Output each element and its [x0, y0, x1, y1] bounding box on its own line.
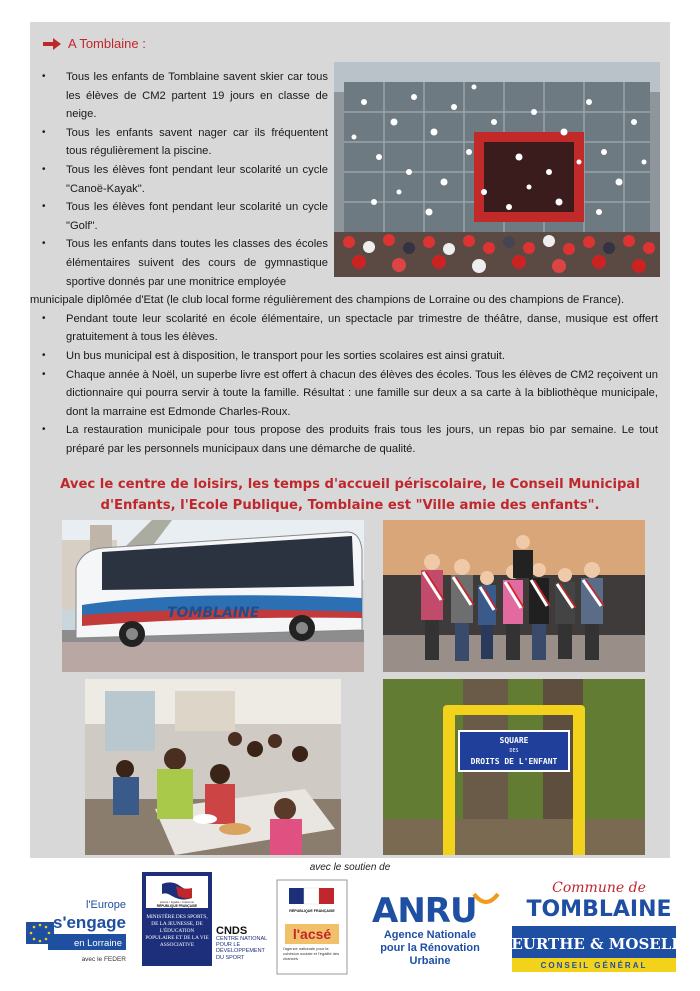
anru-name: ANRU	[372, 891, 477, 931]
photo-school-canteen	[85, 679, 341, 855]
list-item: • Chaque année à Noël, un superbe livre est offert à chacun des élèves des écoles. Tous les élèves de CM2 reçoivent un dictionnaire qui pourra servir à toute la famille. Résultat : une famille sur deux a sa carte à la bibliothèque municipale, dont la marraine est Edmonde Charles-Roux.	[30, 366, 658, 422]
content-panel	[30, 22, 670, 858]
section-heading	[42, 36, 146, 51]
europe-line: en Lorraine	[73, 938, 122, 949]
republique-francaise: RÉPUBLIQUE FRANÇAISE	[289, 909, 335, 913]
tagline	[30, 474, 670, 516]
acse-name: l'acsé	[292, 926, 332, 942]
tagline-line: Avec le centre de loisirs, les temps d'accueil périscolaire, le Conseil Municipal	[60, 477, 640, 492]
photo-children-council	[383, 520, 645, 672]
anru-line: pour la Rénovation	[380, 942, 480, 954]
bus-lettering: TOMBLAINE	[167, 605, 260, 621]
arrow-right-icon	[42, 37, 62, 51]
logo-acse	[277, 880, 347, 974]
photo-square-sign	[383, 679, 645, 855]
list-item	[30, 235, 658, 309]
tagline-line: d'Enfants, l'Ecole Publique, Tomblaine est "Ville amie des enfants".	[100, 498, 600, 513]
list-item-part: • Tous les enfants dans toutes les classes des écoles élémentaires suivent des cours de gymnastique sportive donnés par une monitrice employée	[66, 238, 328, 288]
section-heading-text: A Tomblaine :	[68, 36, 146, 51]
acse-desc: l'agence nationale pour la cohésion sociale et l'égalité des chances	[283, 946, 340, 961]
list-item: • Tous les élèves font pendant leur scolarité un cycle "Canoë-Kayak".	[30, 161, 328, 198]
list-item-part: municipale diplômée d'Etat (le club local forme régulièrement des champions de Lorraine ou des champions de France).	[30, 294, 625, 307]
republique-francaise: RÉPUBLIQUE FRANÇAISE	[156, 904, 198, 908]
sign-line: SQUARE	[499, 736, 529, 745]
support-text: avec le soutien de	[309, 862, 391, 873]
logo-commune-tomblaine	[524, 872, 674, 922]
anru-line: Urbaine	[409, 955, 451, 967]
cnds-full: CENTRE NATIONAL POUR LE DÉVELOPPEMENT DU SPORT	[216, 936, 268, 961]
logo-meurthe-moselle	[494, 926, 694, 972]
list-item: • Tous les élèves font pendant leur scolarité un cycle "Golf".	[30, 198, 328, 235]
ministry-name: MINISTÈRE DES SPORTS, DE LA JEUNESSE, DE L'ÉDUCATION POPULAIRE ET DE LA VIE ASSOCIATIVE	[145, 914, 209, 948]
europe-line: avec le FEDER	[81, 956, 126, 963]
sign-line: DES	[509, 748, 519, 754]
sign-line: DROITS DE L'ENFANT	[470, 757, 558, 766]
logo-europe-feder	[26, 894, 130, 968]
anru-line: Agence Nationale	[383, 929, 477, 941]
logo-anru	[358, 886, 508, 968]
list-item: • Pendant toute leur scolarité en école élémentaire, un spectacle par trimestre de théâtre, danse, musique est offert gratuitement à tous les élèves.	[30, 310, 658, 347]
europe-line: s'engage	[52, 913, 126, 932]
europe-line: l'Europe	[85, 899, 126, 911]
logo-ministere-cnds	[142, 872, 272, 966]
meurthe-name: MEURTHE & MOSELLE	[494, 935, 694, 953]
list-item: • Un bus municipal est à disposition, le transport pour les sorties scolaires est ainsi gratuit.	[30, 347, 658, 366]
meurthe-sub: CONSEIL GÉNÉRAL	[540, 961, 648, 970]
tomblaine-commune: Commune de	[552, 880, 646, 896]
photo-municipal-bus	[62, 520, 364, 672]
republique-motto: Liberté • Égalité • Fraternité	[159, 900, 195, 904]
cnds-abbr: CNDS	[216, 925, 248, 937]
tomblaine-name: TOMBLAINE	[526, 897, 672, 922]
list-item: • La restauration municipale pour tous propose des produits frais tous les jours, un repas bio par semaine. Le tout préparé par les personnels municipaux dans une démarche de qualité.	[30, 421, 658, 458]
bullet-list	[30, 68, 658, 458]
list-item: • Tous les enfants savent nager car ils fréquentent tous régulièrement la piscine.	[30, 124, 328, 161]
list-item: • Tous les enfants de Tomblaine savent skier car tous les élèves de CM2 partent 19 jours en classe de neige.	[30, 68, 328, 124]
